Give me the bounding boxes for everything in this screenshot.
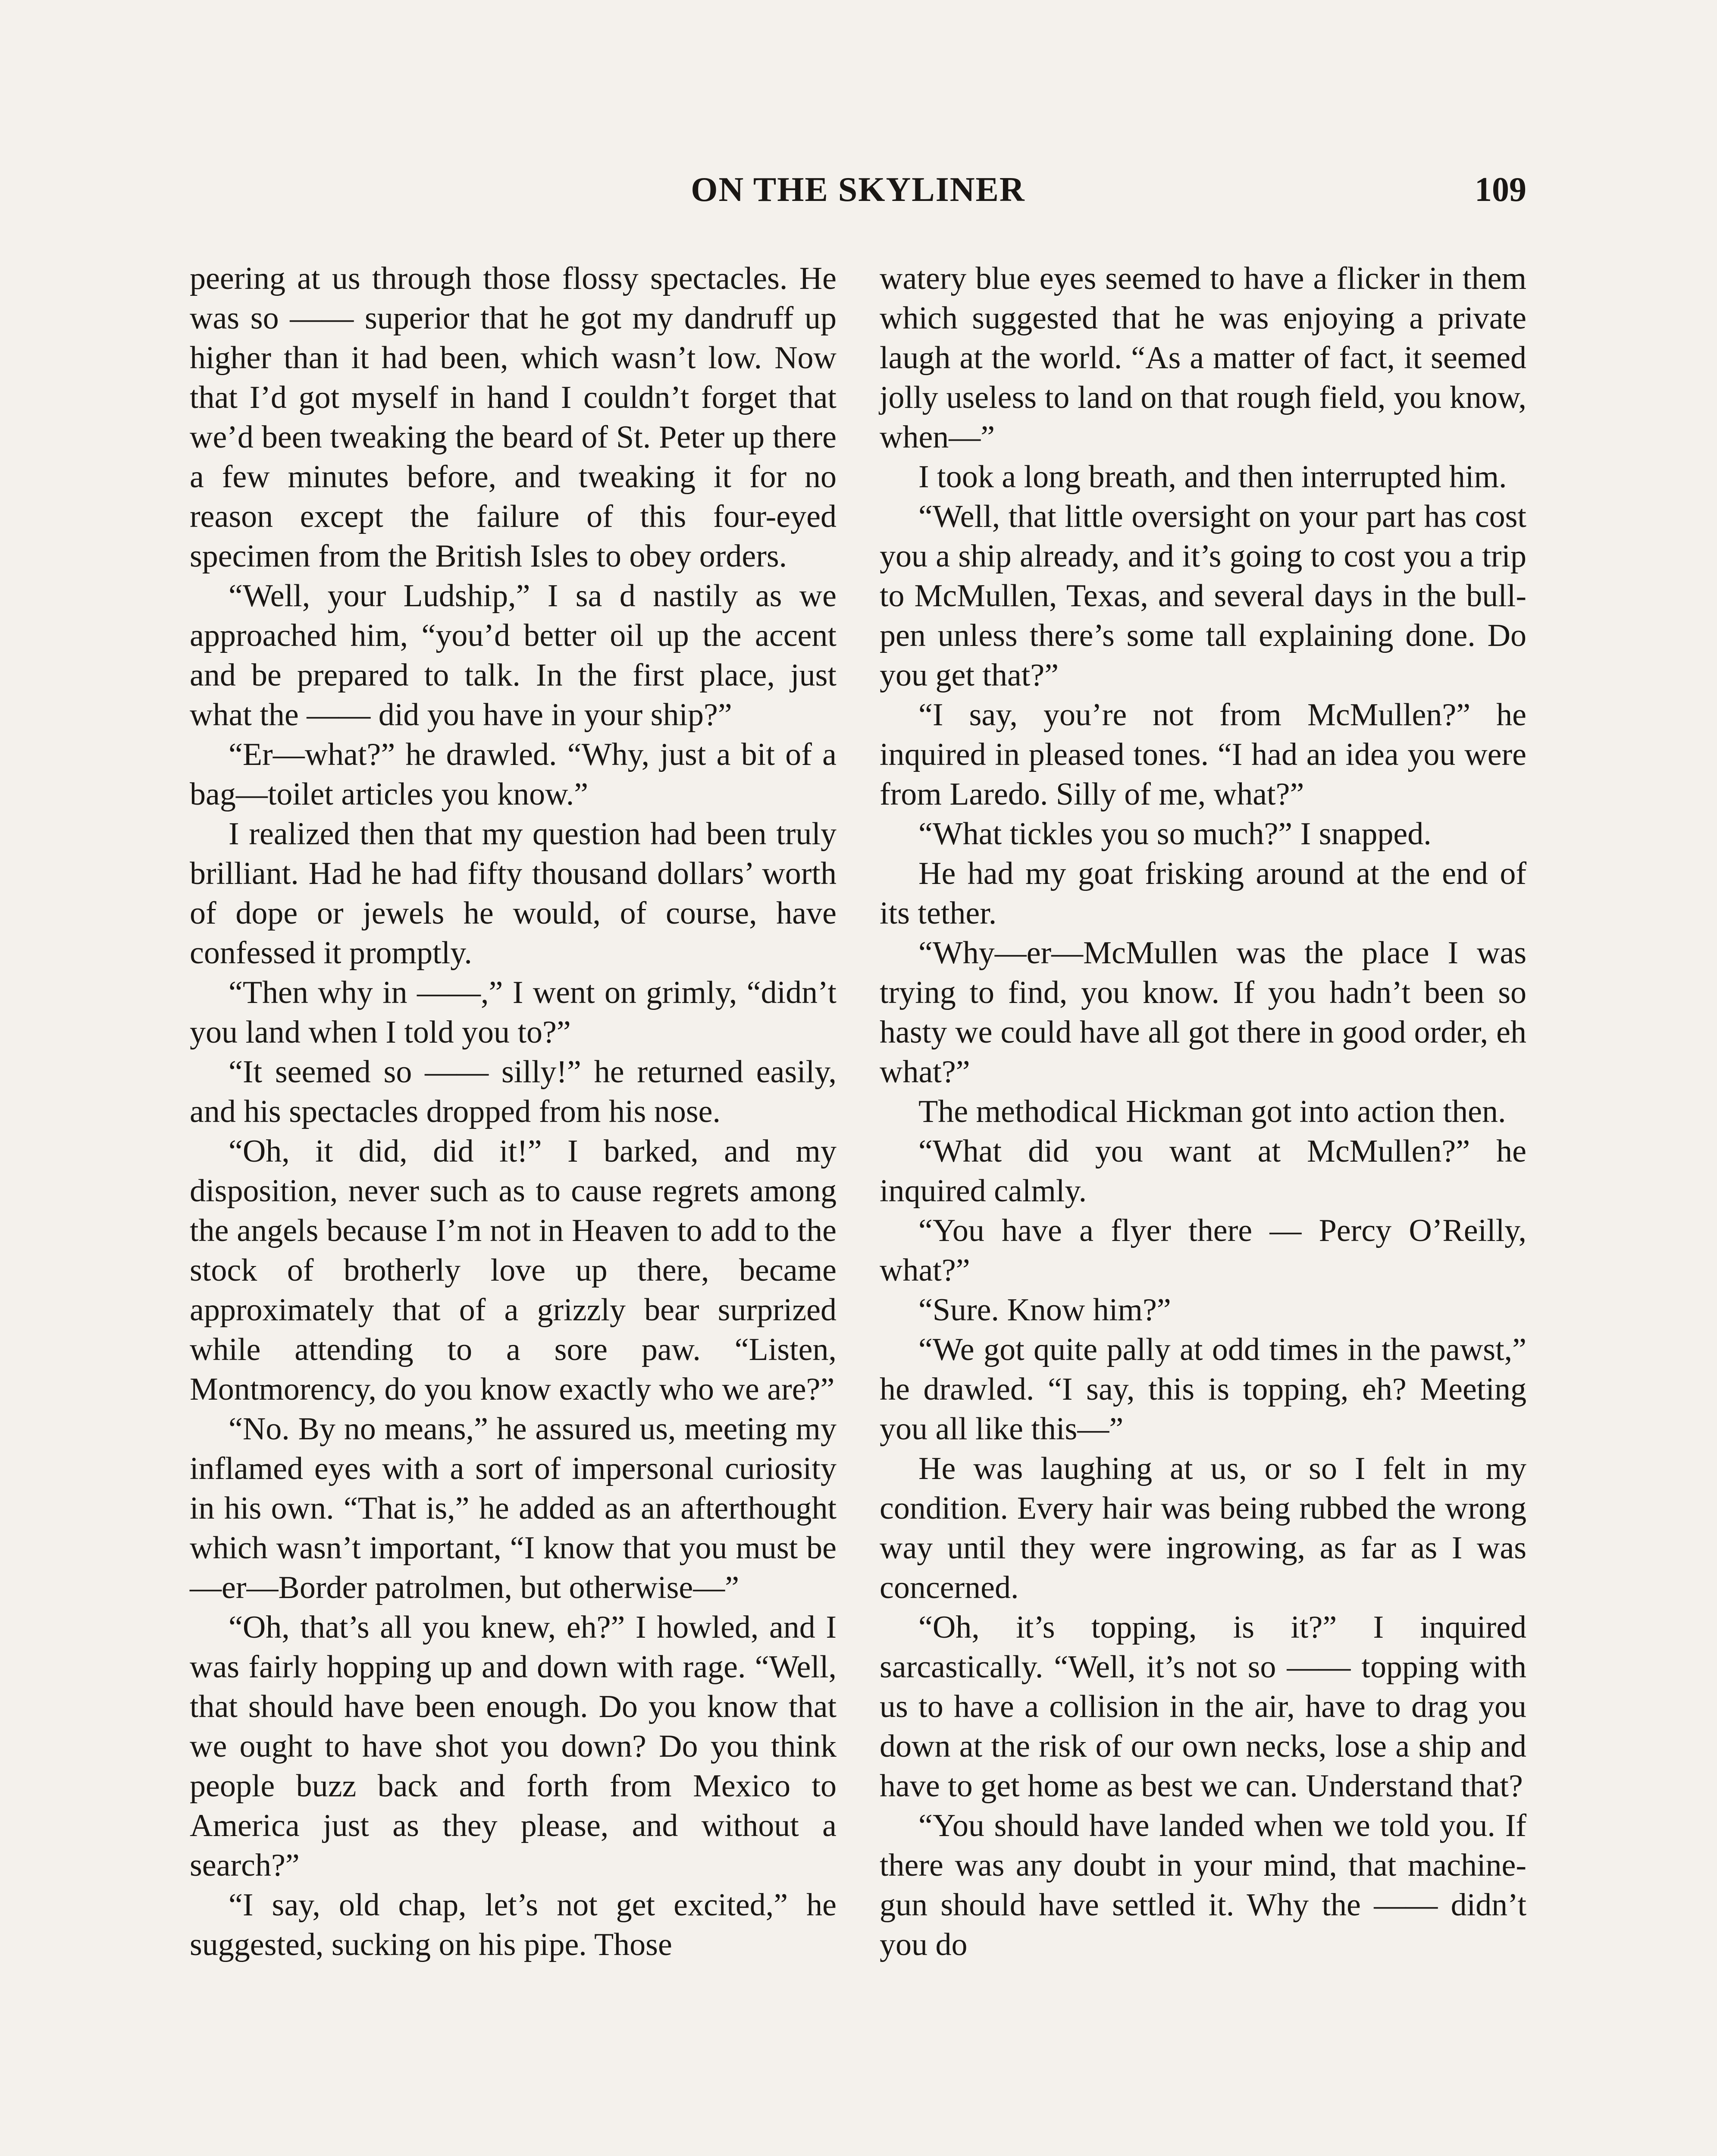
paragraph: “No. By no means,” he assured us, meeting my inflamed eyes with a sort of impersonal curiosity in his own. “That is,” he added as an afterthought which wasn’t important, “I know that you must be—er—Border patrolmen, but otherwise—” [190, 1411, 837, 1605]
paragraph: “It seemed so —— silly!” he returned easily, and his spectacles dropped from his nose. [190, 1054, 837, 1129]
paragraph: “What tickles you so much?” I snapped. [918, 816, 1432, 852]
paragraph: The methodical Hickman got into action then. [918, 1094, 1506, 1129]
paragraph: “I say, you’re not from McMullen?” he inquired in pleased tones. “I had an idea you were from Laredo. Silly of me, what?” [880, 697, 1526, 812]
paragraph: “Well, your Ludship,” I sa d nastily as we approached him, “you’d better oil up the accent and be prepared to talk. In the first place, just what the —— did you have in your ship?” [190, 578, 837, 733]
paragraph: “You have a flyer there — Percy O’Reilly, what?” [880, 1213, 1526, 1288]
running-title: ON THE SKYLINER [691, 171, 1025, 209]
paragraph: “Sure. Know him?” [918, 1292, 1171, 1328]
paragraph: I realized then that my question had been truly brilliant. Had he had fifty thousand dollars’ worth of dope or jewels he would, of course, have confessed it promptly. [190, 816, 837, 971]
page-number: 109 [1475, 171, 1526, 209]
running-head [190, 170, 1526, 222]
paragraph: peering at us through those flossy spectacles. He was so —— superior that he got my dandruff up higher than it had been, which wasn’t low. Now that I’d got myself in hand I couldn’t forget that we’d been tweaking the beard of St. Peter up there a few minutes before, and tweaking it for no reason except the failure of this four-eyed specimen from the British Isles to obey orders. [190, 261, 837, 574]
paragraph: “Well, that little oversight on your part has cost you a ship already, and it’s going to cost you a trip to McMullen, Texas, and several days in the bull-pen unless there’s some tall explaining done. Do you get that?” [880, 499, 1526, 693]
paragraph: I took a long breath, and then interrupted him. [918, 459, 1507, 495]
paragraph: “Why—er—McMullen was the place I was trying to find, you know. If you hadn’t been so hasty we could have all got there in good order, eh what?” [880, 935, 1526, 1090]
paragraph: watery blue eyes seemed to have a flicker in them which suggested that he was enjoying a private laugh at the world. “As a matter of fact, it seemed jolly useless to land on that rough field, you know, when—” [880, 261, 1526, 455]
paragraph: “Then why in ——,” I went on grimly, “didn’t you land when I told you to?” [190, 975, 837, 1050]
paragraph: “I say, old chap, let’s not get excited,” he suggested, sucking on his pipe. Those [190, 1887, 837, 1962]
right-column [880, 259, 1526, 1965]
paragraph: “What did you want at McMullen?” he inquired calmly. [880, 1134, 1526, 1209]
paragraph: “We got quite pally at odd times in the pawst,” he drawled. “I say, this is topping, eh? Meeting you all like this—” [880, 1332, 1526, 1447]
paragraph: “Oh, it’s topping, is it?” I inquired sarcastically. “Well, it’s not so —— topping with us to have a collision in the air, have to drag you down at the risk of our own necks, lose a ship and have to get home as best we can. Understand that? [880, 1610, 1526, 1804]
paragraph: He had my goat frisking around at the end of its tether. [880, 856, 1526, 931]
paragraph: “Oh, it did, did it!” I barked, and my disposition, never such as to cause regrets among the angels because I’m not in Heaven to add to the stock of brotherly love up there, became approximately that of a grizzly bear surprized while attending to a sore paw. “Listen, Montmorency, do you know exactly who we are?” [190, 1134, 837, 1407]
left-column [190, 259, 837, 1965]
paragraph: “Oh, that’s all you knew, eh?” I howled, and I was fairly hopping up and down with rage. “Well, that should have been enough. Do you know that we ought to have shot you down? Do you think people buzz back and forth from Mexico to America just as they please, and without a search?” [190, 1610, 837, 1883]
paragraph: “You should have landed when we told you. If there was any doubt in your mind, that machine-gun should have settled it. Why the —— didn’t you do [880, 1808, 1526, 1962]
paragraph: He was laughing at us, or so I felt in my condition. Every hair was being rubbed the wrong way until they were ingrowing, as far as I was concerned. [880, 1451, 1526, 1605]
paragraph: “Er—what?” he drawled. “Why, just a bit of a bag—toilet articles you know.” [190, 737, 837, 812]
